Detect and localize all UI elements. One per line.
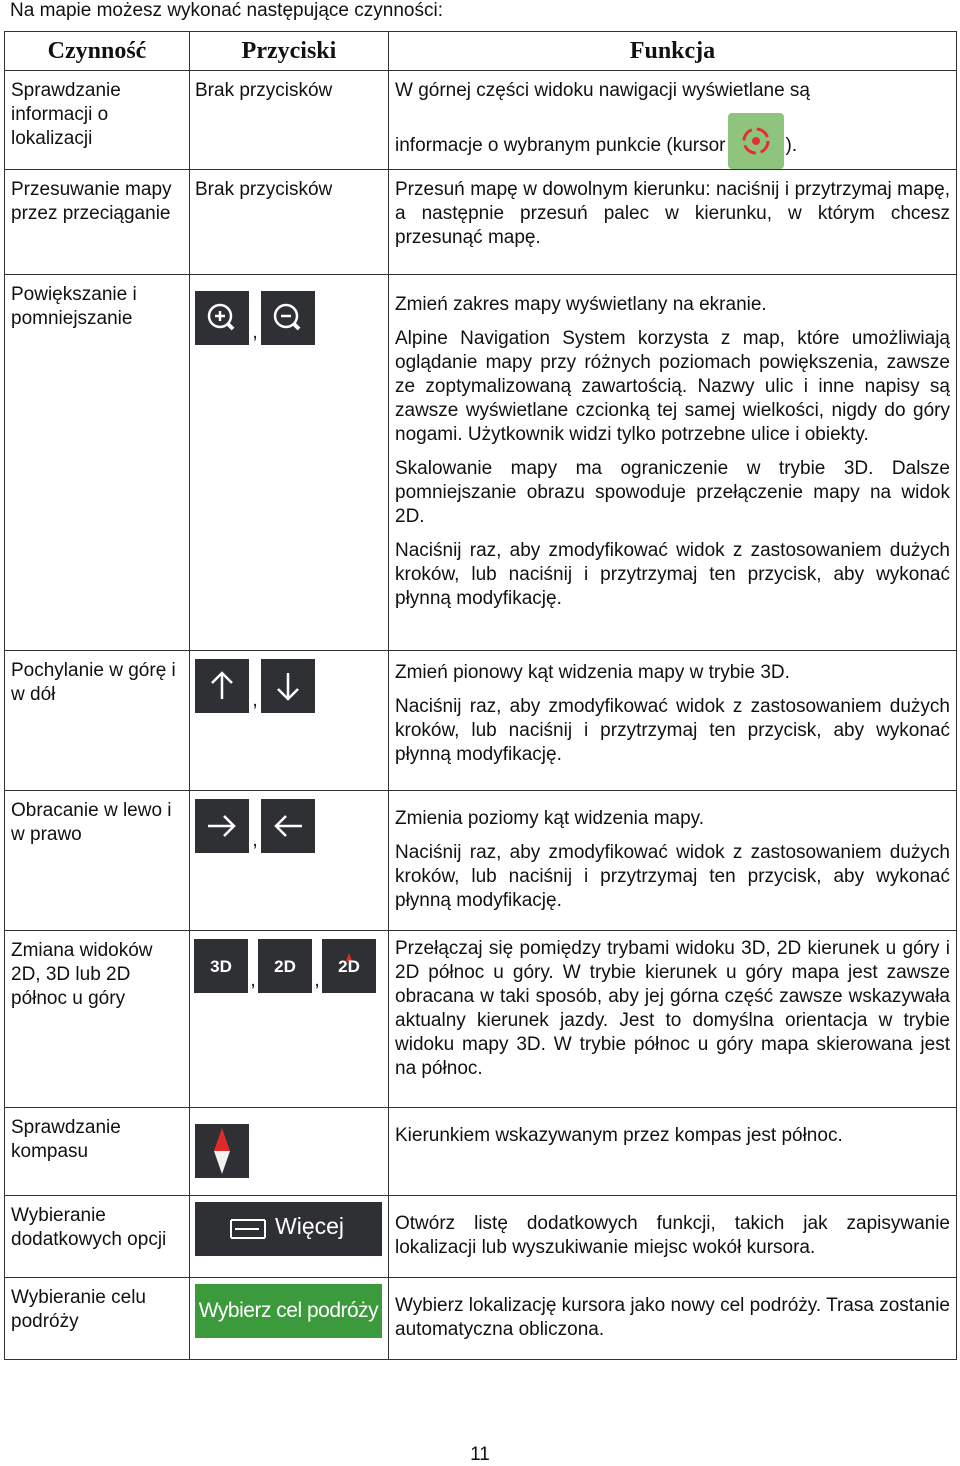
function-cell (389, 71, 957, 170)
function-text: Przesuń mapę w dowolnym kierunku: naciśnij i przytrzymaj mapę, a następnie przesuń palec w kierunku, w którym chcesz przesunąć mapę. (395, 179, 950, 248)
more-button[interactable] (195, 1202, 382, 1256)
header-function: Funkcja (389, 32, 957, 71)
intro-text: Na mapie możesz wykonać następujące czynności: (10, 0, 443, 21)
table-row (5, 651, 957, 791)
table-row (5, 71, 957, 170)
tilt-down-button[interactable] (261, 659, 315, 713)
table-row (5, 1108, 957, 1196)
separator: , (252, 322, 258, 343)
function-text: Naciśnij raz, aby zmodyfikować widok z zastosowaniem dużych kroków, lub naciśnij i przytrzymaj ten przycisk, aby wykonać płynną modyfikację. (395, 696, 950, 765)
action-cell: Zmiana widoków 2D, 3D lub 2D północ u góry (5, 931, 190, 1108)
view-mode-label: 2D (338, 957, 360, 976)
tilt-up-button[interactable] (195, 659, 249, 713)
actions-table (4, 31, 957, 1360)
menu-icon (213, 1202, 273, 1256)
buttons-cell (190, 1196, 389, 1278)
action-cell: Wybieranie dodatkowych opcji (5, 1196, 190, 1278)
separator: , (250, 970, 256, 991)
action-cell: Obracanie w lewo i w prawo (5, 791, 190, 931)
view-3d-button[interactable] (194, 939, 248, 993)
action-cell: Pochylanie w górę i w dół (5, 651, 190, 791)
function-text: Otwórz listę dodatkowych funkcji, takich jak zapisywanie lokalizacji lub wyszukiwanie miejsc wokół kursora. (395, 1213, 950, 1258)
table-row (5, 1196, 957, 1278)
zoom-out-button[interactable] (261, 291, 315, 345)
buttons-cell: Brak przycisków (190, 170, 389, 275)
buttons-cell (190, 1108, 389, 1196)
function-text: Zmień zakres mapy wyświetlany na ekranie. (395, 294, 767, 315)
cursor-icon (728, 113, 784, 169)
zoom-in-button[interactable] (195, 291, 249, 345)
action-cell: Sprawdzanie kompasu (5, 1108, 190, 1196)
separator: , (252, 830, 258, 851)
view-2d-button[interactable] (258, 939, 312, 993)
function-text: Zmienia poziomy kąt widzenia mapy. (395, 808, 705, 829)
function-text: Zmień pionowy kąt widzenia mapy w trybie 3D. (395, 662, 790, 683)
action-cell: Sprawdzanie informacji o lokalizacji (5, 71, 190, 170)
rotate-left-button[interactable] (261, 799, 315, 853)
rotate-right-button[interactable] (195, 799, 249, 853)
function-text: Wybierz lokalizację kursora jako nowy cel podróży. Trasa zostanie automatyczna obliczona. (395, 1295, 950, 1340)
buttons-cell (190, 1278, 389, 1360)
function-text: Alpine Navigation System korzysta z map, które umożliwiają oglądanie mapy przy różnych poziomach powiększenia, zawsze ze zoptymalizowaną zawartością. Nazwy ulic i inne napisy są zawsze wyświetlane czcionką tej samej wielkości, nigdy do góry nogami. Użytkownik widzi tylko potrzebne ulice i obiekty. (395, 328, 950, 445)
function-text: W górnej części widoku nawigacji wyświetlane są (395, 80, 811, 101)
select-destination-button[interactable]: Wybierz cel podróży (195, 1284, 382, 1338)
more-button-label: Więcej (275, 1213, 345, 1239)
table-row (5, 275, 957, 651)
function-cell (389, 651, 957, 791)
function-cell (389, 1108, 957, 1196)
separator: , (252, 690, 258, 711)
function-cell (389, 931, 957, 1108)
function-cell (389, 1278, 957, 1360)
function-text: ). (785, 135, 798, 156)
table-row (5, 931, 957, 1108)
table-row (5, 170, 957, 275)
table-header-row (5, 32, 957, 71)
function-cell (389, 275, 957, 651)
view-mode-label: 2D (274, 957, 296, 976)
function-text: Przełączaj się pomiędzy trybami widoku 3D, 2D kierunek u góry i 2D północ u góry. W trybie kierunek u góry mapa jest zawsze obracana w taki sposób, aby jej górna część zawsze wskazywała aktualny kierunek jazdy. Jest to domyślna orientacja w trybie widoku mapy 3D. W trybie północ u góry mapa skierowana jest na północ. (395, 938, 950, 1079)
function-text (395, 113, 950, 169)
action-cell: Wybieranie celu podróży (5, 1278, 190, 1360)
view-mode-label: 3D (210, 957, 232, 976)
table-row (5, 791, 957, 931)
separator: , (314, 970, 320, 991)
action-cell: Powiększanie i pomniejszanie (5, 275, 190, 651)
buttons-cell (190, 651, 389, 791)
function-text: Naciśnij raz, aby zmodyfikować widok z zastosowaniem dużych kroków, lub naciśnij i przytrzymaj ten przycisk, aby wykonać płynną modyfikację. (395, 842, 950, 911)
function-cell (389, 170, 957, 275)
function-text: Skalowanie mapy ma ograniczenie w trybie 3D. Dalsze pomniejszanie obrazu spowoduje przełączenie mapy na widok 2D. (395, 458, 950, 527)
function-text: informacje o wybranym punkcie (kursor (395, 135, 726, 156)
page-number: 11 (470, 1444, 490, 1465)
header-action: Czynność (5, 32, 190, 71)
action-cell: Przesuwanie mapy przez przeciąganie (5, 170, 190, 275)
view-2d-north-button[interactable] (322, 939, 376, 993)
buttons-cell (190, 275, 389, 651)
function-text: Kierunkiem wskazywanym przez kompas jest północ. (395, 1125, 843, 1146)
table-row (5, 1278, 957, 1360)
compass-button[interactable] (195, 1124, 249, 1178)
buttons-cell (190, 931, 389, 1108)
function-text: Naciśnij raz, aby zmodyfikować widok z zastosowaniem dużych kroków, lub naciśnij i przytrzymaj ten przycisk, aby wykonać płynną modyfikację. (395, 540, 950, 609)
header-buttons: Przyciski (190, 32, 389, 71)
buttons-cell: Brak przycisków (190, 71, 389, 170)
function-cell (389, 1196, 957, 1278)
function-cell (389, 791, 957, 931)
buttons-cell (190, 791, 389, 931)
